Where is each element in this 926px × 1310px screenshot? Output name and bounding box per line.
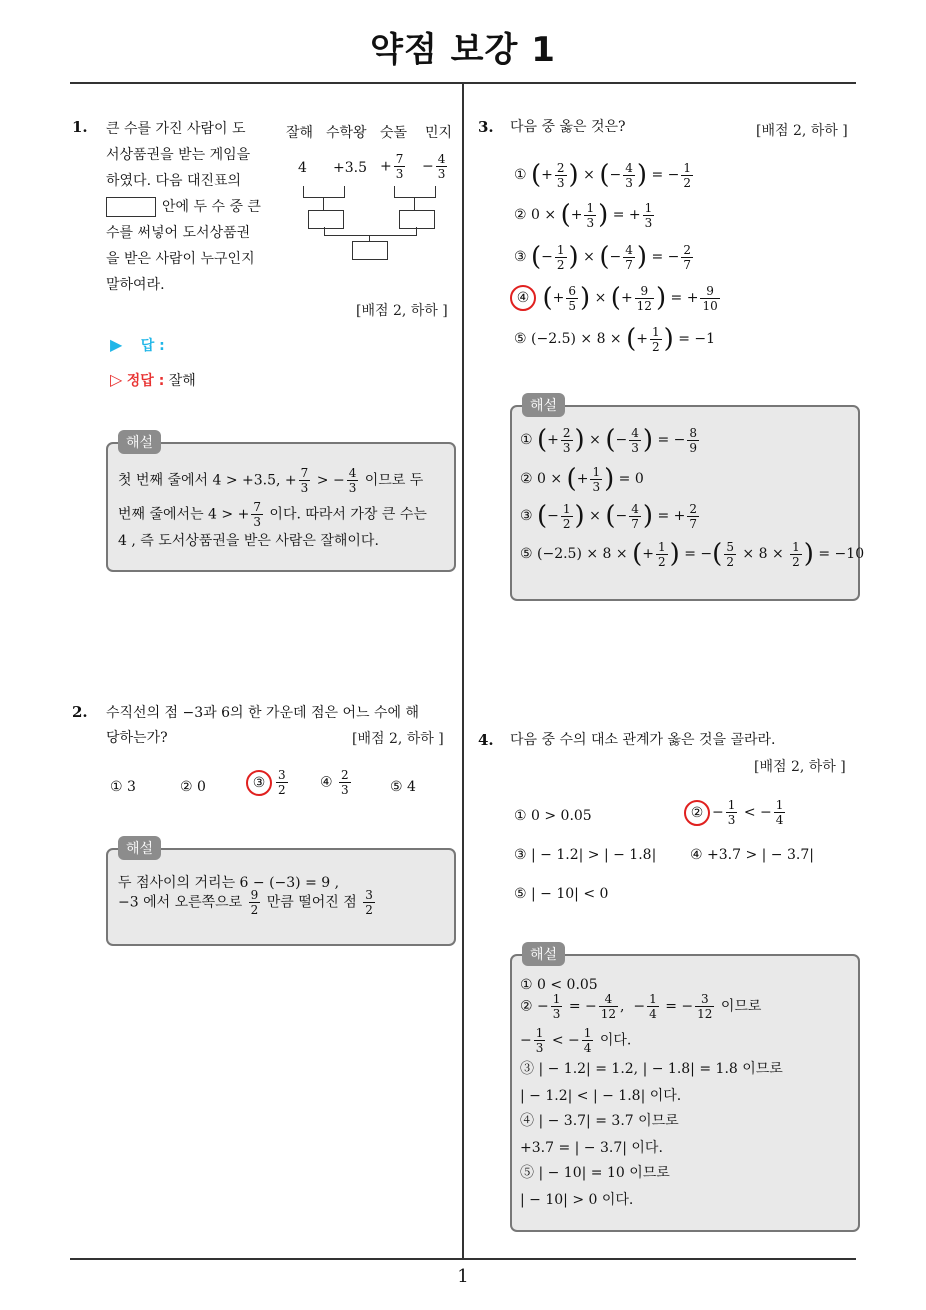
denominator: 3 <box>437 167 446 181</box>
outline-arrow-icon: ▷ <box>110 370 123 389</box>
q2-choice-2[interactable]: ② 0 <box>180 779 206 795</box>
choice-marker: ⑤ <box>514 331 527 347</box>
denominator: 3 <box>348 481 357 495</box>
question-1-score: [배점 2, 하하 ] <box>356 303 448 319</box>
question-2-line-2: 당하는가? <box>106 730 168 746</box>
text: 첫 번째 줄에서 4 > +3.5, + <box>118 472 297 489</box>
denominator: 7 <box>683 257 692 272</box>
text: 이다. 따라서 가장 큰 수는 <box>264 506 427 523</box>
q4-choice-3[interactable]: ③ | − 1.2| > | − 1.8| <box>514 847 657 863</box>
correct-value: 잘해 <box>168 373 196 389</box>
numerator: 2 <box>683 242 692 257</box>
bracket-final <box>324 227 417 236</box>
fraction <box>599 992 618 1021</box>
numerator: 4 <box>631 501 639 516</box>
fraction <box>584 201 596 230</box>
player-2: 수학왕 <box>326 125 367 141</box>
fraction <box>774 798 786 827</box>
denominator: 3 <box>562 440 571 455</box>
fraction <box>656 540 668 569</box>
numerator: 1 <box>592 464 601 479</box>
denominator: 10 <box>702 298 718 313</box>
numerator: 2 <box>341 768 349 782</box>
choice-marker: ③ <box>252 774 266 791</box>
explanation-tag-1: 해설 <box>118 430 161 454</box>
numerator: 7 <box>395 152 404 166</box>
text: −3 에서 오른쪽으로 <box>118 894 247 911</box>
q1-explain-line-1 <box>118 466 423 495</box>
numerator: 6 <box>568 283 576 298</box>
denominator: 3 <box>395 167 404 181</box>
question-1-number: 1. <box>72 118 88 136</box>
denominator: 12 <box>600 1007 617 1021</box>
numerator: 5 <box>726 539 734 554</box>
fraction <box>590 465 602 494</box>
denominator: 3 <box>300 481 309 495</box>
selected-circle-icon <box>684 800 710 826</box>
numerator: 1 <box>792 539 800 554</box>
fraction <box>681 243 693 272</box>
page-number: 1 <box>457 1266 469 1287</box>
choice-marker: ② <box>514 207 527 223</box>
numerator: 1 <box>683 160 692 175</box>
fraction <box>347 466 359 495</box>
choice-marker: ③ <box>514 249 527 265</box>
q2-explain-line-1: 두 점사이의 거리는 6 − (−3) = 9 , <box>118 875 340 891</box>
denominator: 3 <box>535 1041 544 1055</box>
fraction <box>687 426 699 455</box>
fraction <box>643 201 655 230</box>
denominator: 9 <box>689 440 698 455</box>
numerator: 1 <box>652 324 660 339</box>
denominator: 3 <box>592 479 601 494</box>
text: 만큼 떨어진 점 <box>262 894 362 911</box>
denominator: 12 <box>697 1007 713 1021</box>
numerator: 4 <box>625 242 633 257</box>
question-2-score: [배점 2, 하하 ] <box>352 731 444 747</box>
value-2: +3.5 <box>333 160 367 176</box>
denominator: 2 <box>365 903 373 917</box>
selected-circle-icon <box>246 770 272 796</box>
answer-row <box>110 335 165 355</box>
fraction <box>724 540 736 569</box>
denominator: 4 <box>775 813 784 827</box>
q2-choice-3[interactable] <box>250 768 290 797</box>
denominator: 7 <box>631 516 639 531</box>
q3-choice-4[interactable]: ④ (+ $\frac{6}{5}$ ) × (+ $\frac{9}{12}$ ) = + $\frac{9}{10}$ <box>514 283 722 313</box>
numerator: 7 <box>253 500 261 514</box>
numerator: 1 <box>657 539 666 554</box>
q1-line: 하였다. 다음 대진표의 <box>106 173 242 189</box>
fraction <box>647 992 659 1021</box>
fraction <box>695 992 714 1021</box>
denominator: 2 <box>652 339 660 354</box>
fraction <box>635 284 654 313</box>
q1-explain-line-3: 4 , 즉 도서상품권을 받은 사람은 잘해이다. <box>118 533 379 549</box>
denominator: 7 <box>625 257 633 272</box>
fraction <box>700 284 719 313</box>
bracket-stem <box>414 197 415 210</box>
fraction <box>276 768 288 797</box>
q1-line-text: 안에 두 수 중 큰 <box>162 199 261 215</box>
numerator: 8 <box>689 425 698 440</box>
player-3: 숫돌 <box>380 125 408 141</box>
text: 이므로 두 <box>360 472 424 489</box>
q4-explain-line-7: +3.7 = | − 3.7| 이다. <box>520 1140 663 1156</box>
page-title: 약점 보강 1 <box>370 30 556 70</box>
q2-choice-4[interactable] <box>320 768 353 797</box>
denominator: 3 <box>631 440 639 455</box>
denominator: 3 <box>586 215 595 230</box>
bracket-box-final <box>352 241 388 260</box>
denominator: 5 <box>568 298 576 313</box>
numerator: 4 <box>599 992 618 1007</box>
play-arrow-icon: ▶ <box>110 335 123 354</box>
denominator: 4 <box>583 1041 592 1055</box>
numerator: 1 <box>562 501 571 516</box>
question-4-text: 다음 중 수의 대소 관계가 옳은 것을 골라라. <box>510 732 776 748</box>
numerator: 4 <box>625 160 633 175</box>
fraction <box>566 284 578 313</box>
q1-line: 수를 써넣어 도서상품권 <box>106 225 251 241</box>
denominator: 3 <box>552 1007 561 1021</box>
q1-explain-line-2 <box>118 500 427 529</box>
text: > − <box>312 472 345 489</box>
fraction <box>623 243 635 272</box>
numerator: 1 <box>583 1026 592 1040</box>
fraction <box>790 540 802 569</box>
q4-explain-line-9: | − 10| > 0 이다. <box>520 1192 634 1208</box>
bracket-right <box>394 186 436 198</box>
question-3-score: [배점 2, 하하 ] <box>756 123 848 139</box>
question-1-text <box>106 116 276 298</box>
q1-line: 서상품권을 받는 게임을 <box>106 147 251 163</box>
denominator: 3 <box>727 813 736 827</box>
q3-explain-line-1: ① (+ $\frac{2}{3}$ ) × (− $\frac{4}{3}$ ) = − $\frac{8}{9}$ <box>520 425 698 455</box>
q1-line <box>106 194 276 220</box>
denominator: 2 <box>657 554 666 569</box>
denominator: 3 <box>341 783 349 797</box>
numerator: 4 <box>348 466 357 480</box>
numerator: 1 <box>644 200 653 215</box>
numerator: 4 <box>631 425 639 440</box>
fraction <box>561 502 573 531</box>
question-4-score: [배점 2, 하하 ] <box>754 759 846 775</box>
fraction <box>249 888 261 917</box>
numerator: 3 <box>278 768 286 782</box>
explanation-tag-3: 해설 <box>522 393 565 417</box>
q4-choice-1[interactable]: ① 0 > 0.05 <box>514 808 592 824</box>
player-1: 잘해 <box>286 125 314 141</box>
choice-marker: ④ <box>516 290 530 306</box>
question-4-number: 4. <box>478 731 494 749</box>
value-1: 4 <box>298 160 307 176</box>
denominator: 2 <box>278 783 286 797</box>
fraction <box>623 161 635 190</box>
text: 이다. <box>595 1032 632 1049</box>
q3-choice-1[interactable]: ① (+ $\frac{2}{3}$ ) × (− $\frac{4}{3}$ ) = − $\frac{1}{2}$ <box>514 160 692 190</box>
value-4-sign: − <box>422 158 434 175</box>
denominator: 2 <box>250 903 259 917</box>
denominator: 7 <box>689 516 698 531</box>
denominator: 3 <box>556 175 565 190</box>
q1-line: 을 받은 사람이 누구인지 <box>106 251 255 267</box>
denominator: 12 <box>636 298 652 313</box>
numerator: 9 <box>635 284 654 299</box>
fraction <box>555 161 567 190</box>
q3-choice-5[interactable]: ⑤ (−2.5) × 8 × (+ $\frac{1}{2}$ ) = −1 <box>514 324 716 354</box>
numerator: 2 <box>689 501 698 516</box>
question-2-number: 2. <box>72 703 88 721</box>
q4-explain-line-6: ④ | − 3.7| = 3.7 이므로 <box>520 1113 679 1129</box>
q3-explain-line-5: ⑤ (−2.5) × 8 × (+ $\frac{1}{2}$ ) = −( $\frac{5}{2}$ × 8 × $\frac{1}{2}$ ) = −10 <box>520 539 865 569</box>
q4-explain-line-2: ② − $\frac{1}{3}$ = − $\frac{4}{12}$ , − $\frac{1}{4}$ = − $\frac{3}{12}$ 이므로 <box>520 992 762 1021</box>
question-2-line-1: 수직선의 점 −3과 6의 한 가운데 점은 어느 수에 해 <box>106 705 420 721</box>
q4-choice-2[interactable]: ② − $\frac{1}{3}$ < − $\frac{1}{4}$ <box>688 798 787 827</box>
explanation-tag-2: 해설 <box>118 836 161 860</box>
fraction <box>534 1026 546 1055</box>
footer-rule <box>70 1258 856 1260</box>
q4-explain-line-8: ⑤ | − 10| = 10 이므로 <box>520 1165 670 1181</box>
fraction <box>629 426 641 455</box>
q4-explain-line-5: | − 1.2| < | − 1.8| 이다. <box>520 1088 682 1104</box>
fraction <box>551 992 563 1021</box>
value-4 <box>422 152 449 181</box>
explanation-tag-4: 해설 <box>522 942 565 966</box>
numerator: 7 <box>300 466 309 480</box>
denominator: 2 <box>683 175 692 190</box>
denominator: 4 <box>649 1007 657 1021</box>
question-3-text: 다음 중 옳은 것은? <box>510 119 626 135</box>
fraction <box>555 243 567 272</box>
numerator: 3 <box>365 888 373 902</box>
selected-circle-icon <box>510 285 536 311</box>
denominator: 2 <box>556 257 565 272</box>
numerator: 9 <box>250 888 259 902</box>
numerator: 1 <box>586 200 595 215</box>
fraction <box>726 798 738 827</box>
q4-choice-4[interactable]: ④ +3.7 > | − 3.7| <box>690 847 814 863</box>
text: 번째 줄에서는 4 > + <box>118 506 250 523</box>
fraction <box>650 325 662 354</box>
q3-explain-line-3: ③ (− $\frac{1}{2}$ ) × (− $\frac{4}{7}$ ) = + $\frac{2}{7}$ <box>520 501 698 531</box>
fraction <box>339 768 351 797</box>
fraction <box>629 502 641 531</box>
q3-choice-3[interactable]: ③ (− $\frac{1}{2}$ ) × (− $\frac{4}{7}$ ) = − $\frac{2}{7}$ <box>514 242 692 272</box>
player-4: 민지 <box>425 125 453 141</box>
choice-marker: ④ <box>320 774 333 791</box>
fraction <box>299 466 311 495</box>
q4-explain-line-1: ① 0 < 0.05 <box>520 977 598 993</box>
text: 이므로 <box>716 998 762 1015</box>
denominator: 2 <box>726 554 734 569</box>
choice-marker: ① <box>514 167 527 183</box>
q3-explain-line-2: ② 0 × (+ $\frac{1}{3}$ ) = 0 <box>520 464 644 494</box>
fraction <box>436 152 448 181</box>
question-3-number: 3. <box>478 118 494 136</box>
q2-choice-5[interactable]: ⑤ 4 <box>390 779 416 795</box>
numerator: 2 <box>556 160 565 175</box>
denominator: 3 <box>625 175 633 190</box>
q4-choice-5[interactable]: ⑤ | − 10| < 0 <box>514 886 609 902</box>
numerator: 4 <box>437 152 446 166</box>
q1-line: 말하여라. <box>106 277 165 293</box>
choice-marker: ② <box>690 804 704 821</box>
fraction <box>681 161 693 190</box>
fraction <box>582 1026 594 1055</box>
correct-label: 정답 : <box>126 373 165 389</box>
fraction <box>561 426 573 455</box>
fraction <box>394 152 406 181</box>
denominator: 3 <box>644 215 653 230</box>
denominator: 2 <box>792 554 800 569</box>
column-divider <box>462 83 464 1259</box>
fraction <box>687 502 699 531</box>
numerator: 3 <box>695 992 714 1007</box>
bracket-stem <box>323 197 324 210</box>
value-3-sign: + <box>380 158 392 175</box>
fraction <box>251 500 263 529</box>
denominator: 2 <box>562 516 571 531</box>
numerator: 1 <box>556 242 565 257</box>
q2-explain-line-2 <box>118 888 377 917</box>
correct-answer-row <box>110 370 196 390</box>
fraction <box>363 888 375 917</box>
numerator: 9 <box>700 284 719 299</box>
numerator: 1 <box>649 992 657 1006</box>
answer-blank-box <box>106 197 156 217</box>
q3-choice-2[interactable]: ② 0 × (+ $\frac{1}{3}$ ) = + $\frac{1}{3}$ <box>514 200 653 230</box>
q4-explain-line-3: − $\frac{1}{3}$ < − $\frac{1}{4}$ 이다. <box>520 1026 632 1055</box>
answer-label: 답 : <box>140 338 165 354</box>
numerator: 1 <box>727 798 736 812</box>
q2-choice-1[interactable]: ① 3 <box>110 779 136 795</box>
numerator: 2 <box>562 425 571 440</box>
value-3 <box>380 152 407 181</box>
numerator: 1 <box>775 798 784 812</box>
denominator: 3 <box>253 515 261 529</box>
q4-explain-line-4: ③ | − 1.2| = 1.2, | − 1.8| = 1.8 이므로 <box>520 1061 783 1077</box>
bracket-left <box>303 186 345 198</box>
q1-line: 큰 수를 가진 사람이 도 <box>106 121 246 137</box>
numerator: 1 <box>552 992 561 1006</box>
numerator: 1 <box>535 1026 544 1040</box>
